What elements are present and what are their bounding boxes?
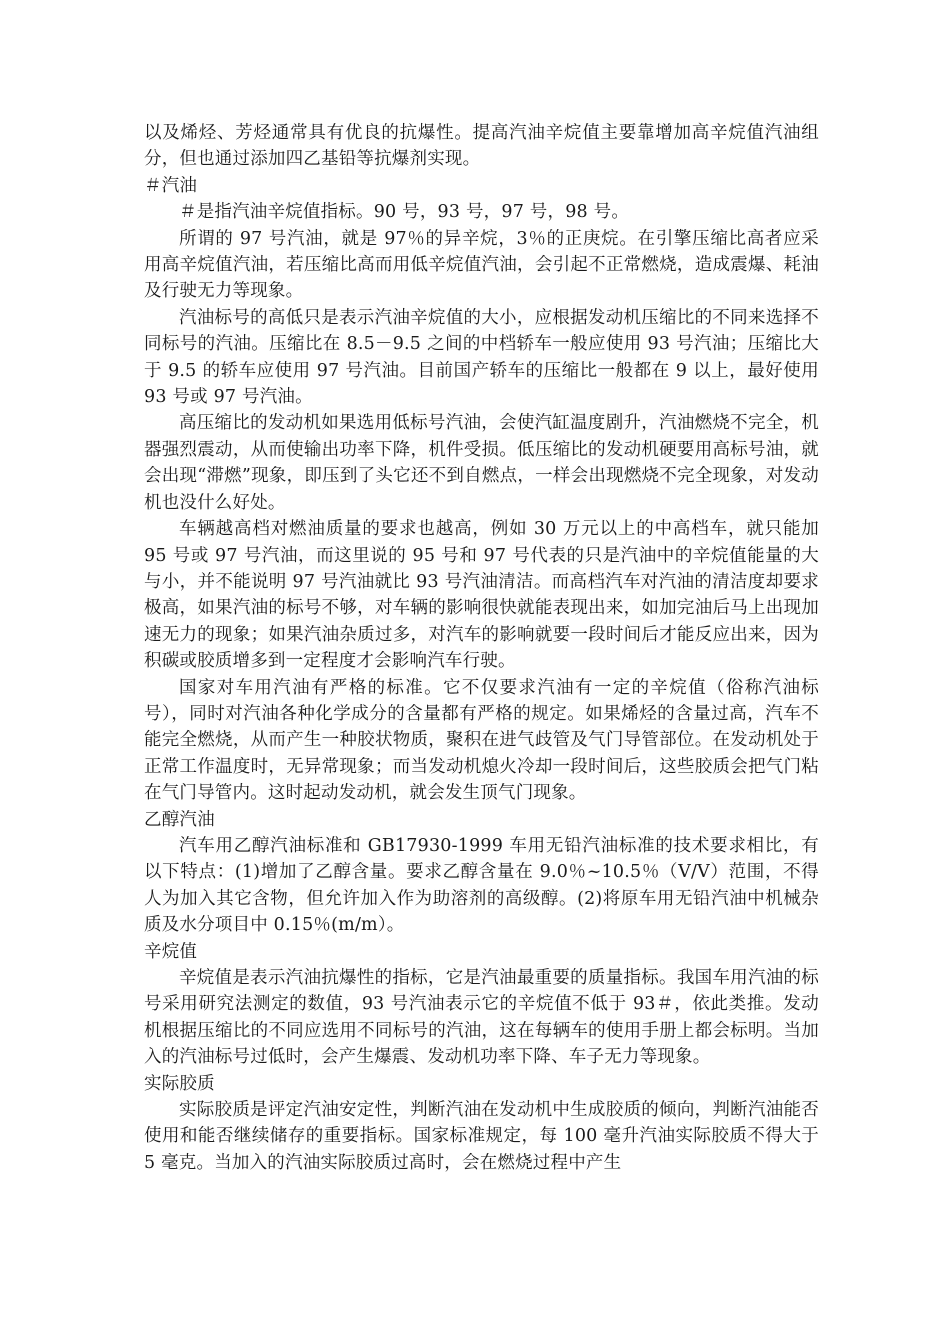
section-heading: ＃汽油 [144, 175, 198, 196]
paragraph: 高压缩比的发动机如果选用低标号汽油，会使汽缸温度剧升，汽油燃烧不完全，机器强烈震动，从而使输出功率下降，机件受损。低压缩比的发动机硬要用高标号油，就会出现“滞燃”现象，即压到了头它还不到自燃点，一样会出现燃烧不完全现象，对发动机也没什么好处。 [144, 413, 819, 513]
paragraph: 实际胶质是评定汽油安定性，判断汽油在发动机中生成胶质的倾向，判断汽油能否使用和能否继续储存的重要指标。国家标准规定，每 100 毫升汽油实际胶质不得大于 5 毫克。当加入的汽油实际胶质过高时，会在燃烧过程中产生 [144, 1100, 819, 1173]
paragraph: 所谓的 97 号汽油，就是 97％的异辛烷，3％的正庚烷。在引擎压缩比高者应采用高辛烷值汽油，若压缩比高而用低辛烷值汽油，会引起不正常燃烧，造成震爆、耗油及行驶无力等现象。 [144, 228, 819, 302]
section-heading: 乙醇汽油 [144, 809, 215, 830]
paragraph: 国家对车用汽油有严格的标准。它不仅要求汽油有一定的辛烷值（俗称汽油标号），同时对汽油各种化学成分的含量都有严格的规定。如果烯烃的含量过高，汽车不能完全燃烧，从而产生一种胶状物质，聚积在进气歧管及气门导管部位。在发动机处于正常工作温度时，无异常现象；而当发动机熄火冷却一段时间后，这些胶质会把气门粘在气门导管内。这时起动发动机，就会发生顶气门现象。 [144, 677, 819, 804]
section-heading: 实际胶质 [144, 1073, 215, 1094]
section-heading: 辛烷值 [144, 941, 198, 962]
paragraph: 以及烯烃、芳烃通常具有优良的抗爆性。提高汽油辛烷值主要靠增加高辛烷值汽油组分，但也通过添加四乙基铅等抗爆剂实现。 [144, 123, 819, 170]
paragraph: 辛烷值是表示汽油抗爆性的指标，它是汽油最重要的质量指标。我国车用汽油的标号采用研究法测定的数值，93 号汽油表示它的辛烷值不低于 93＃，依此类推。发动机根据压缩比的不同应选用不同标号的汽油，这在每辆车的使用手册上都会标明。当加入的汽油标号过低时，会产生爆震、发动机功率下降、车子无力等现象。 [144, 968, 819, 1068]
document-body [144, 120, 819, 1176]
paragraph: 车辆越高档对燃油质量的要求也越高，例如 30 万元以上的中高档车，就只能加 95 号或 97 号汽油，而这里说的 95 号和 97 号代表的只是汽油中的辛烷值能量的大与小，并不能说明 97 号汽油就比 93 号汽油清洁。而高档汽车对汽油的清洁度却要求极高，如果汽油的标号不够，对车辆的影响很快就能表现出来，如加完油后马上出现加速无力的现象；如果汽油杂质过多，对汽车的影响就要一段时间后才能反应出来，因为积碳或胶质增多到一定程度才会影响汽车行驶。 [144, 519, 819, 672]
paragraph: 汽油标号的高低只是表示汽油辛烷值的大小，应根据发动机压缩比的不同来选择不同标号的汽油。压缩比在 8.5－9.5 之间的中档轿车一般应使用 93 号汽油；压缩比大于 9.5 的轿车应使用 97 号汽油。目前国产轿车的压缩比一般都在 9 以上，最好使用 93 号或 97 号汽油。 [144, 307, 819, 408]
paragraph: ＃是指汽油辛烷值指标。90 号，93 号，97 号，98 号。 [179, 202, 630, 223]
paragraph: 汽车用乙醇汽油标准和 GB17930-1999 车用无铅汽油标准的技术要求相比，有以下特点：(1)增加了乙醇含量。要求乙醇含量在 9.0％~10.5％（V/V）范围，不得人为加入其它含物，但允许加入作为助溶剂的高级醇。(2)将原车用无铅汽油中机械杂质及水分项目中 0.15％(m/m）。 [144, 835, 819, 936]
